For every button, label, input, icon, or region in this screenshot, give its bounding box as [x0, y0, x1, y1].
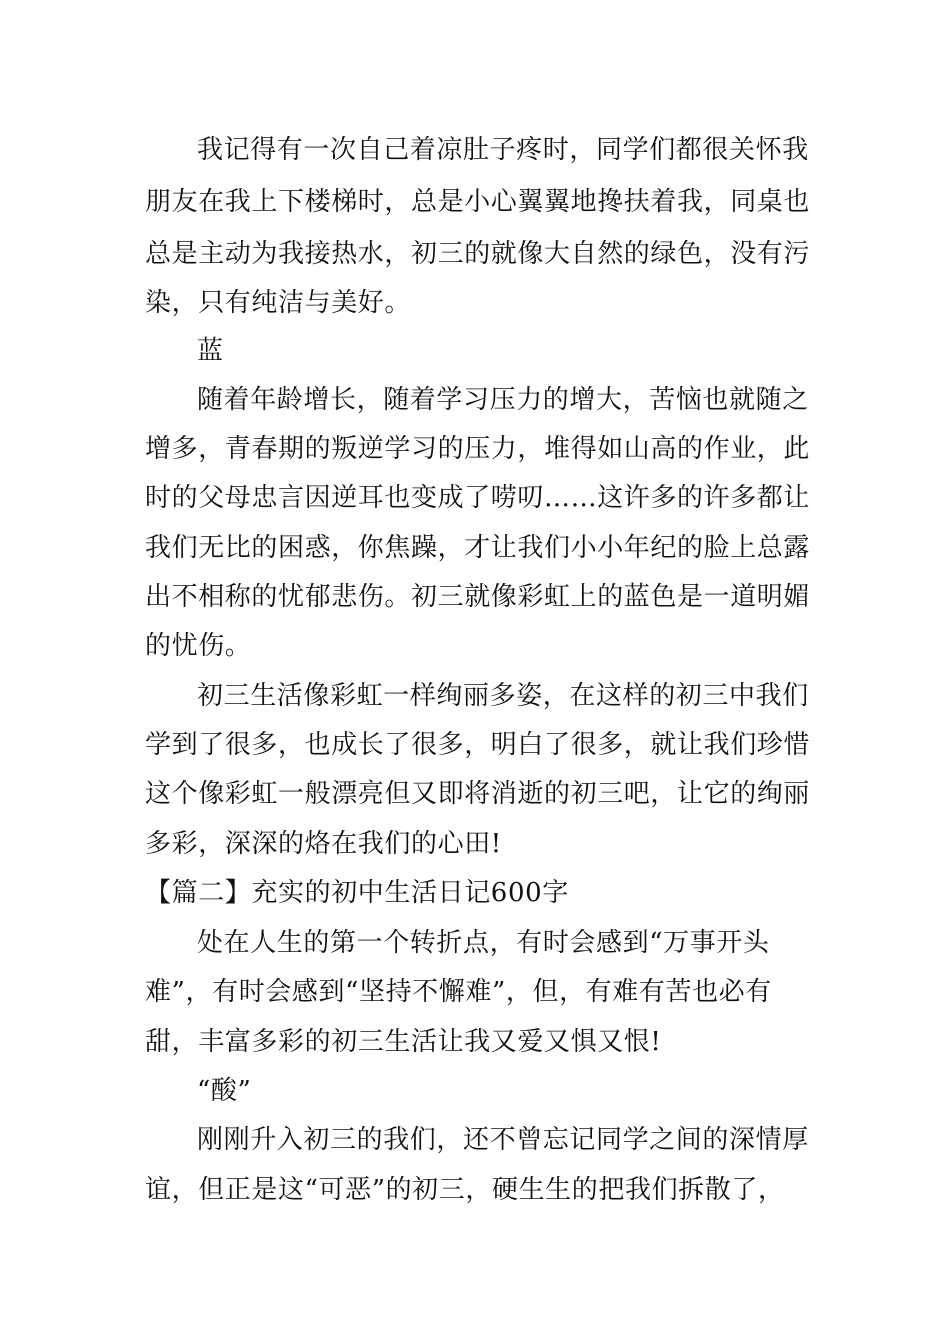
text-line: 多彩，深深的烙在我们的心田! [145, 829, 502, 859]
text-line: 我记得有一次自己着凉肚子疼时，同学们都很关怀我 [197, 135, 809, 165]
text-line: 这个像彩虹一般漂亮但又即将消逝的初三吧，让它的绚丽 [145, 779, 811, 809]
text-line: 总是主动为我接热水，初三的就像大自然的绿色，没有污 [145, 239, 811, 269]
text-line: 处在人生的第一个转折点，有时会感到“万事开头 [197, 928, 770, 958]
chapter-title: 【篇二】充实的初中生活日记600字 [145, 878, 569, 908]
text-line: 随着年龄增长，随着学习压力的增大，苦恼也就随之 [197, 385, 809, 415]
text-line: 刚刚升入初三的我们，还不曾忘记同学之间的深情厚 [197, 1125, 809, 1155]
text-line: 初三生活像彩虹一样绚丽多姿，在这样的初三中我们 [197, 681, 809, 711]
text-line: 朋友在我上下楼梯时，总是小心翼翼地搀扶着我，同桌也 [145, 187, 811, 217]
text-line: 染，只有纯洁与美好。 [145, 288, 412, 318]
text-line: 的忧伤。 [145, 631, 252, 661]
text-line: 增多，青春期的叛逆学习的压力，堆得如山高的作业，此 [145, 434, 811, 464]
text-line: 出不相称的忧郁悲伤。初三就像彩虹上的蓝色是一道明媚 [145, 582, 811, 612]
text-line: 时的父母忠言因逆耳也变成了唠叨……这许多的许多都让 [145, 483, 811, 513]
text-line: 学到了很多，也成长了很多，明白了很多，就让我们珍惜 [145, 730, 811, 760]
text-line: 甜，丰富多彩的初三生活让我又爱又惧又恨! [145, 1027, 662, 1057]
section-heading-blue: 蓝 [197, 336, 224, 366]
text-line: 难”，有时会感到“坚持不懈难”，但，有难有苦也必有 [145, 977, 772, 1007]
section-heading-sour: “酸” [197, 1076, 252, 1106]
text-line: 谊，但正是这“可恶”的初三，硬生生的把我们拆散了， [145, 1175, 785, 1205]
text-line: 我们无比的困惑，你焦躁，才让我们小小年纪的脸上总露 [145, 533, 811, 563]
